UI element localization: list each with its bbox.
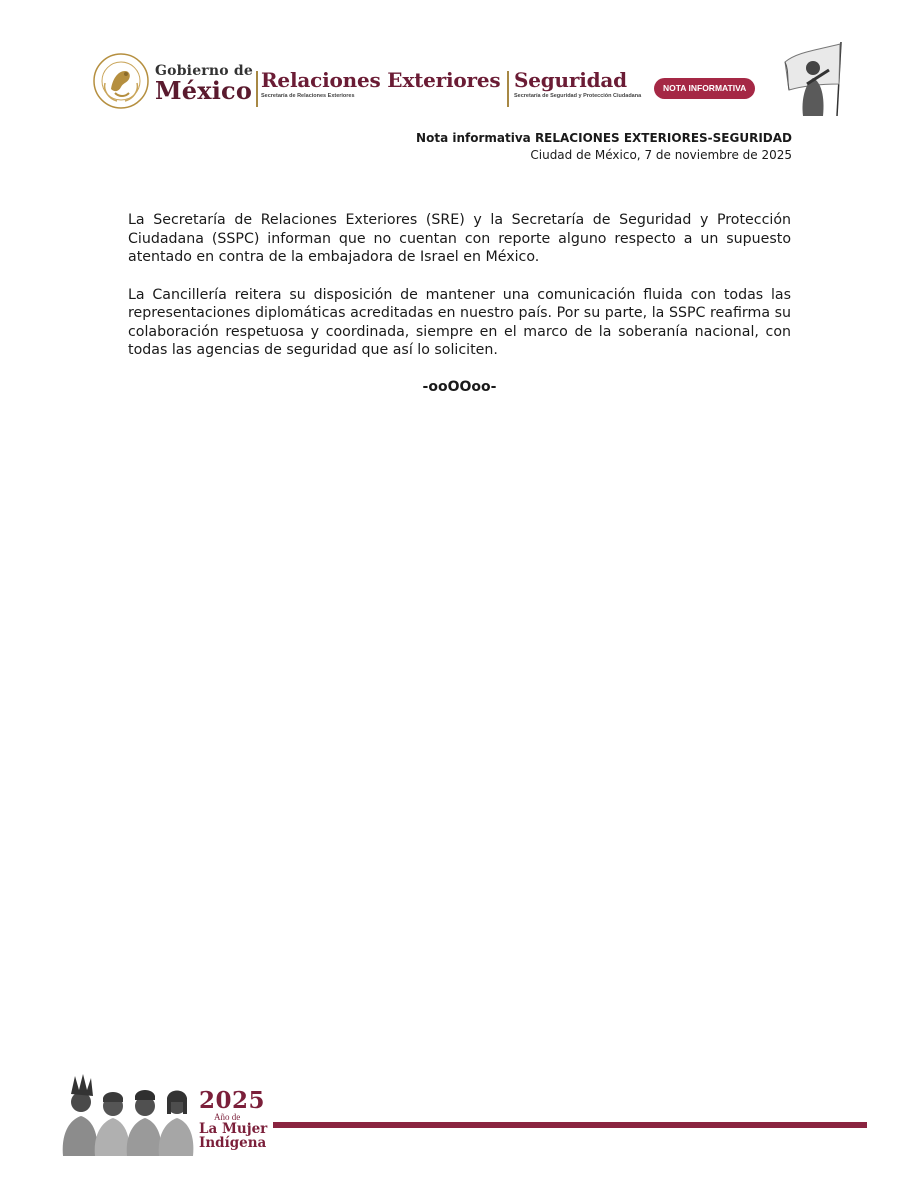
- heroine-with-flag-illustration-icon: [777, 40, 849, 118]
- document-body: [128, 211, 791, 395]
- gobierno-de-mexico-wordmark: [155, 64, 253, 103]
- footer-banner: [57, 1068, 872, 1158]
- nota-label-prefix: Nota informativa: [416, 131, 535, 145]
- indigenous-women-illustration-icon: [57, 1068, 195, 1156]
- sspc-name: Seguridad: [514, 68, 627, 92]
- document-meta: [416, 130, 792, 164]
- sre-name: Relaciones Exteriores: [261, 68, 501, 92]
- sspc-subtitle: Secretaría de Seguridad y Protección Ciudadana: [514, 93, 642, 99]
- nota-label: [416, 130, 792, 147]
- gobierno-line: Gobierno de: [155, 63, 253, 79]
- ano-mujer-indigena-logo: [199, 1089, 267, 1150]
- nota-informativa-badge: NOTA INFORMATIVA: [654, 78, 755, 99]
- body-paragraph: La Cancillería reitera su disposición de mantener una comunicación fluida con todas las representaciones diplomáticas acreditadas en nuestro país. Por su parte, la SSPC reafirma su colaboración respetuosa y coordinada, siempre en el marco de la soberanía nacional, con todas las agencias de seguridad que así lo soliciten.: [128, 286, 791, 358]
- header-divider: [507, 71, 509, 107]
- header-divider: [256, 71, 258, 107]
- date-line: Ciudad de México, 7 de noviembre de 2025: [530, 148, 792, 162]
- la-mujer-label: La Mujer: [199, 1121, 268, 1137]
- sre-wordmark: [261, 70, 500, 99]
- sre-subtitle: Secretaría de Relaciones Exteriores: [261, 93, 355, 99]
- nota-label-bold: RELACIONES EXTERIORES-SEGURIDAD: [534, 131, 792, 145]
- ano-de-label: Año de: [214, 1112, 241, 1122]
- header-banner: [93, 40, 853, 118]
- end-separator: -ooOOoo-: [422, 378, 497, 395]
- indigena-label: Indígena: [199, 1134, 267, 1151]
- sspc-wordmark: [514, 70, 641, 99]
- mexico-coat-of-arms-icon: [93, 53, 149, 109]
- year-label: 2025: [199, 1087, 266, 1114]
- body-paragraph: La Secretaría de Relaciones Exteriores (SRE) y la Secretaría de Seguridad y Protección Ciudadana (SSPC) informan que no cuentan con reporte alguno respecto a un supuesto atentado en contra de la embajadora de Israel en México.: [128, 212, 791, 265]
- mexico-line: México: [155, 76, 253, 105]
- footer-divider-bar: [273, 1122, 867, 1128]
